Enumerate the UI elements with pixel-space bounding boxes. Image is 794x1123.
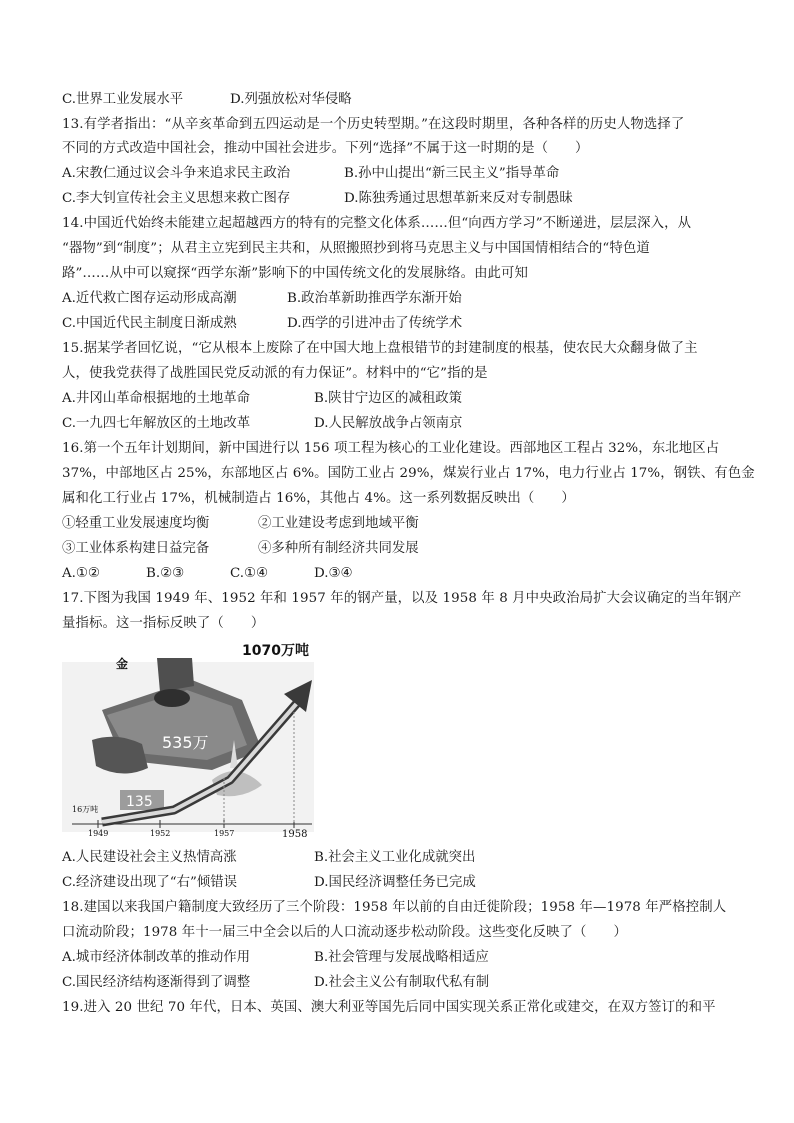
q13-option-a: A.宋教仁通过议会斗争来追求民主政治 (62, 166, 291, 181)
furnace-mouth (154, 689, 190, 707)
q18-option-d: D.社会主义公有制取代私有制 (314, 975, 490, 990)
year-1949: 1949 (88, 829, 109, 838)
year-1958: 1958 (282, 829, 308, 838)
q16-option-a: A.①② (62, 566, 100, 581)
q12-option-c: C.世界工业发展水平 (62, 92, 184, 107)
q15-stem-line-1: 15.据某学者回忆说，“它从根本上废除了在中国大地上盘根错节的封建制度的根基，使农民大众翻身做了主 (62, 341, 698, 356)
q15-option-a: A.井冈山革命根据地的土地革命 (62, 391, 251, 406)
q18-option-c: C.国民经济结构逐渐得到了调整 (62, 975, 251, 990)
q13-stem-line-1: 13.有学者指出：“从辛亥革命到五四运动是一个历史转型期。”在这段时期里，各种各样的历史人物选择了 (62, 117, 685, 132)
steel-output-cartoon-svg (62, 640, 324, 838)
q15-option-c: C.一九四七年解放区的土地改革 (62, 416, 251, 431)
q16-stem-line-1: 16.第一个五年计划期间，新中国进行以 156 项工程为核心的工业化建设。西部地区工程占 32%，东北地区占 (62, 441, 720, 456)
q16-option-b: B.②③ (146, 566, 185, 581)
label-16: 16万吨 (72, 805, 99, 814)
q16-statement-4: ④多种所有制经济共同发展 (258, 541, 419, 556)
q16-stem-line-3: 属和化工行业占 17%，机械制造占 16%，其他占 4%。这一系列数据反映出（ ） (62, 491, 575, 506)
label-135: 135 (126, 794, 153, 810)
q16-statement-1: ①轻重工业发展速度均衡 (62, 516, 210, 531)
q17-stem-line-1: 17.下图为我国 1949 年、1952 年和 1957 年的钢产量，以及 1958 年 8 月中央政治局扩大会议确定的当年钢产 (62, 591, 742, 606)
q18-stem-line-2: 口流动阶段；1978 年十一届三中全会以后的人口流动逐步松动阶段。这些变化反映了（ ） (62, 925, 627, 940)
steel-output-cartoon (62, 640, 324, 838)
q14-stem-line-3: 路”……从中可以窥探“西学东渐”影响下的中国传统文化的发展脉络。由此可知 (62, 266, 529, 281)
q14-option-b: B.政治革新助推西学东渐开始 (287, 291, 462, 306)
q14-option-a: A.近代救亡图存运动形成高潮 (62, 291, 237, 306)
q16-option-d: D.③④ (314, 566, 353, 581)
q14-option-d: D.西学的引进冲击了传统学术 (287, 316, 463, 331)
q16-statement-3: ③工业体系构建日益完备 (62, 541, 210, 556)
q19-stem-line-1: 19.进入 20 世纪 70 年代，日本、英国、澳大利亚等国先后同中国实现关系正常化或建交，在双方签订的和平 (62, 1000, 716, 1015)
year-1952: 1952 (150, 829, 171, 838)
corner-character: 金 (116, 657, 129, 671)
q17-option-c: C.经济建设出现了“右”倾错误 (62, 875, 238, 890)
q16-option-c: C.①④ (230, 566, 269, 581)
q15-option-b: B.陕甘宁边区的减租政策 (314, 391, 463, 406)
label-535: 535万 (162, 733, 209, 752)
label-1070: 1070万吨 (242, 643, 309, 659)
q14-option-c: C.中国近代民主制度日渐成熟 (62, 316, 237, 331)
q18-option-a: A.城市经济体制改革的推动作用 (62, 950, 251, 965)
q18-stem-line-1: 18.建国以来我国户籍制度大致经历了三个阶段：1958 年以前的自由迁徙阶段；1958 年—1978 年严格控制人 (62, 900, 727, 915)
q15-option-d: D.人民解放战争占领南京 (314, 416, 463, 431)
q13-option-b: B.孙中山提出“新三民主义”指导革命 (344, 166, 560, 181)
q12-option-d: D.列强放松对华侵略 (230, 92, 352, 107)
q17-option-d: D.国民经济调整任务已完成 (314, 875, 476, 890)
q14-stem-line-1: 14.中国近代始终未能建立起超越西方的特有的完整文化体系……但“向西方学习”不断递进，层层深入，从 (62, 216, 692, 231)
year-1957: 1957 (214, 829, 235, 838)
chimney-icon (157, 658, 194, 692)
q17-option-a: A.人民建设社会主义热情高涨 (62, 850, 237, 865)
q16-stem-line-2: 37%，中部地区占 25%，东部地区占 6%。国防工业占 29%，煤炭行业占 17%，电力行业占 17%，钢铁、有色金 (62, 466, 755, 481)
q13-stem-line-2: 不同的方式改造中国社会，推动中国社会进步。下列“选择”不属于这一时期的是（ ） (62, 141, 589, 156)
q14-stem-line-2: “器物”到“制度”；从君主立宪到民主共和，从照搬照抄到将马克思主义与中国国情相结合的“特色道 (62, 241, 650, 256)
q13-option-d: D.陈独秀通过思想革新来反对专制愚昧 (344, 191, 573, 206)
q16-statement-2: ②工业建设考虑到地域平衡 (258, 516, 419, 531)
q13-option-c: C.李大钊宣传社会主义思想来救亡图存 (62, 191, 291, 206)
q15-stem-line-2: 人，使我党获得了战胜国民党反动派的有力保证”。材料中的“它”指的是 (62, 366, 488, 381)
q18-option-b: B.社会管理与发展战略相适应 (314, 950, 489, 965)
q17-option-b: B.社会主义工业化成就突出 (314, 850, 476, 865)
q17-stem-line-2: 量指标。这一指标反映了（ ） (62, 616, 265, 631)
